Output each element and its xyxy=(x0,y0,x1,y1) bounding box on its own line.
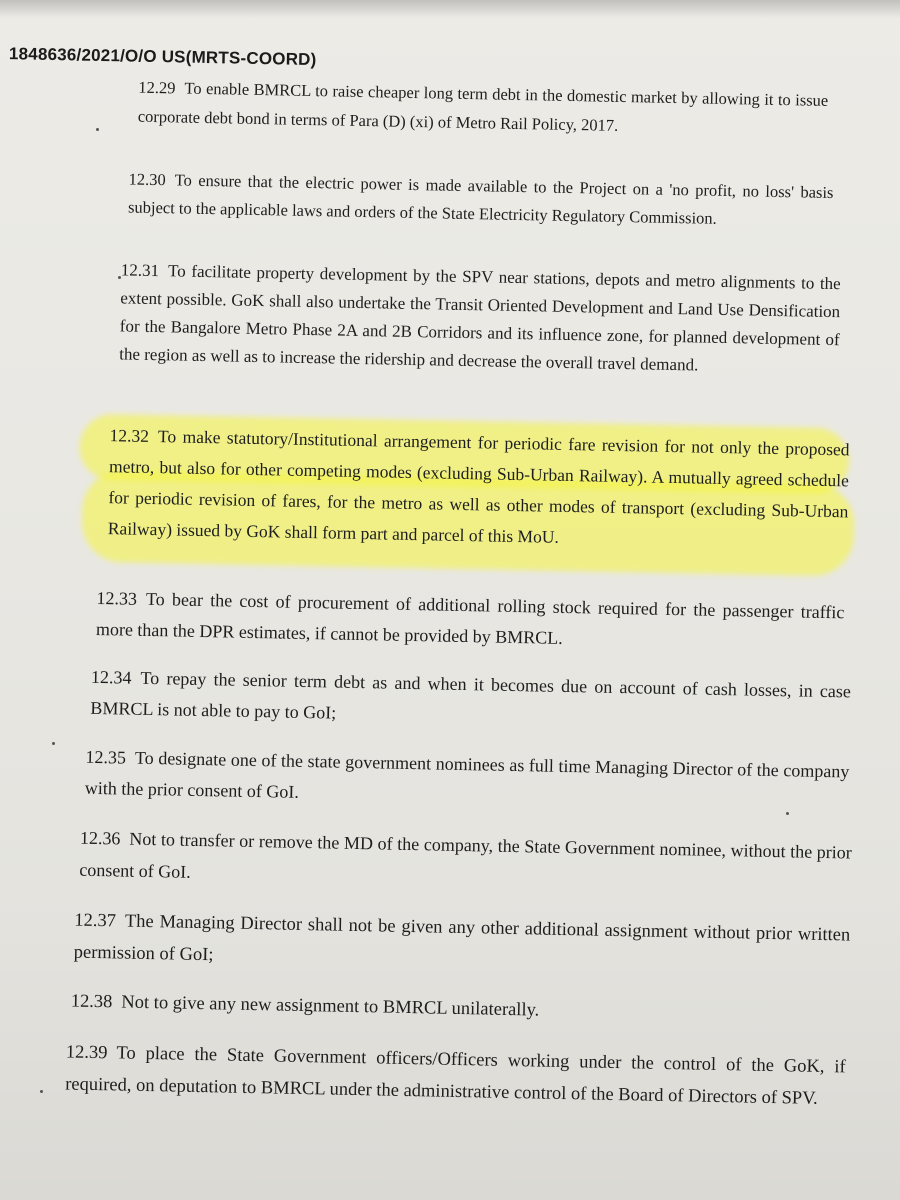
paper-speck xyxy=(118,276,121,279)
clause-12-29 xyxy=(138,73,829,144)
clause-number: 12.30 xyxy=(128,169,166,190)
clause-number: 12.35 xyxy=(85,746,127,768)
clause-text: To enable BMRCL to raise cheaper long term debt in the domestic market by allowing it to issue corporate debt bond in terms of Para (D) (xi) of Metro Rail Policy, 2017. xyxy=(137,78,829,135)
clause-text: To designate one of the state government nominees as full time Managing Director of the company with the prior consent of GoI. xyxy=(84,747,850,802)
clause-number: 12.37 xyxy=(74,910,117,932)
clause-12-30 xyxy=(128,166,834,236)
clause-12-37 xyxy=(73,905,850,984)
clause-number: 12.33 xyxy=(96,587,138,609)
clause-12-35 xyxy=(85,742,850,819)
clause-text: To facilitate property development by the SPV near stations, depots and metro alignments to the extent possible. GoK shall also undertake the Transit Oriented Development and Land Use Densification for the Bangalore Metro Phase 2A and 2B Corridors and its influence zone, for planned development of the region as well as to increase the ridership and decrease the overall travel demand. xyxy=(119,261,841,375)
clause-text: The Managing Director shall not be given any other additional assignment without prior written permission of GoI; xyxy=(73,911,851,966)
file-reference-header: 1848636/2021/O/O US(MRTS-COORD) xyxy=(8,44,317,70)
clause-text: To make statutory/Institutional arrangement for periodic fare revision for not only the proposed metro, but also for other competing modes (excluding Sub-Urban Railway). A mutually agreed schedule for periodic revision of fares, for the metro as well as other modes of transport (excluding Sub-Urban Railway) issued by GoK shall form part and parcel of this MoU. xyxy=(107,426,850,547)
clause-text: To bear the cost of procurement of additional rolling stock required for the passenger traffic more than the DPR estimates, if cannot be provided by BMRCL. xyxy=(95,588,845,648)
paper-speck xyxy=(786,812,789,815)
clause-12-38 xyxy=(70,986,840,1033)
clause-12-39 xyxy=(65,1036,846,1115)
clause-12-32 xyxy=(108,420,850,558)
paper-speck xyxy=(96,128,99,131)
clause-number: 12.29 xyxy=(138,77,176,98)
paper-speck xyxy=(52,742,55,745)
clause-number: 12.34 xyxy=(90,666,132,688)
clause-number: 12.32 xyxy=(109,425,150,446)
clause-text: Not to transfer or remove the MD of the company, the State Government nominee, without the prior consent of GoI. xyxy=(79,828,852,882)
clause-12-36 xyxy=(79,822,852,901)
clause-number: 12.38 xyxy=(70,991,113,1013)
clause-text: Not to give any new assignment to BMRCL unilaterally. xyxy=(121,992,540,1021)
clause-12-34 xyxy=(90,662,851,739)
clause-text: To ensure that the electric power is made available to the Project on a 'no profit, no loss' basis subject to the applicable laws and orders of the State Electricity Regulatory Commission. xyxy=(127,170,834,228)
clause-text: To place the State Government officers/Officers working under the control of the GoK, if required, on deputation to BMRCL under the administrative control of the Board of Directors of SPV. xyxy=(65,1043,846,1109)
clause-number: 12.39 xyxy=(65,1042,108,1064)
clause-number: 12.31 xyxy=(120,260,160,281)
clause-number: 12.36 xyxy=(79,827,121,849)
clause-12-33 xyxy=(96,583,845,659)
paper-speck xyxy=(40,1090,43,1093)
clause-12-31 xyxy=(119,256,841,382)
clause-text: To repay the senior term debt as and when it becomes due on account of cash losses, in case BMRCL is not able to pay to GoI; xyxy=(90,667,852,723)
